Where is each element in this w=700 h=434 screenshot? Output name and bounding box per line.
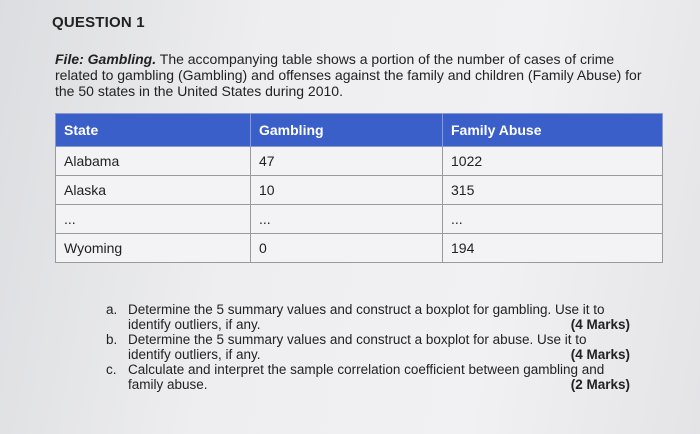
- table-row: [56, 205, 663, 234]
- item-line: Determine the 5 summary values and construct a boxplot for abuse. Use it to: [128, 332, 587, 347]
- cell-state: ...: [56, 205, 251, 234]
- file-label: File: Gambling.: [55, 51, 157, 67]
- question-title: QUESTION 1: [52, 14, 145, 31]
- cell-family-abuse: 194: [443, 234, 663, 263]
- marks-label: (4 Marks): [570, 347, 630, 362]
- cell-family-abuse: ...: [443, 205, 663, 234]
- data-table: [55, 113, 663, 263]
- list-item: [106, 302, 630, 332]
- cell-gambling: ...: [251, 205, 443, 234]
- intro-paragraph: [55, 51, 655, 99]
- item-last-line: [128, 347, 630, 362]
- list-item: [106, 332, 630, 362]
- table-row: [56, 234, 663, 263]
- item-letter: a.: [106, 302, 118, 317]
- item-line: Determine the 5 summary values and construct a boxplot for gambling. Use it to: [128, 302, 605, 317]
- cell-state: Wyoming: [56, 234, 251, 263]
- header-state: State: [56, 114, 251, 147]
- table-header-row: [56, 114, 663, 147]
- item-line: Calculate and interpret the sample correlation coefficient between gambling and: [128, 362, 605, 377]
- item-line: identify outliers, if any.: [128, 347, 261, 362]
- item-line: identify outliers, if any.: [128, 317, 261, 332]
- cell-state: Alaska: [56, 176, 251, 205]
- cell-gambling: 10: [251, 176, 443, 205]
- cell-gambling: 47: [251, 147, 443, 176]
- marks-label: (2 Marks): [570, 377, 630, 392]
- list-item: [106, 362, 630, 392]
- table-row: [56, 147, 663, 176]
- cell-family-abuse: 315: [443, 176, 663, 205]
- marks-label: (4 Marks): [570, 317, 630, 332]
- header-gambling: Gambling: [251, 114, 443, 147]
- item-last-line: [128, 377, 630, 392]
- intro-text: The accompanying table shows a portion of the number of cases of crime related to gambling (Gambling) and offenses against the family and children (Family Abuse) for the 50 states in the United States during 2010.: [55, 51, 642, 99]
- cell-state: Alabama: [56, 147, 251, 176]
- cell-gambling: 0: [251, 234, 443, 263]
- table-row: [56, 176, 663, 205]
- header-family-abuse: Family Abuse: [443, 114, 663, 147]
- item-line: family abuse.: [128, 377, 208, 392]
- item-letter: b.: [106, 332, 118, 347]
- question-list: [106, 302, 630, 392]
- item-letter: c.: [106, 362, 117, 377]
- cell-family-abuse: 1022: [443, 147, 663, 176]
- item-last-line: [128, 317, 630, 332]
